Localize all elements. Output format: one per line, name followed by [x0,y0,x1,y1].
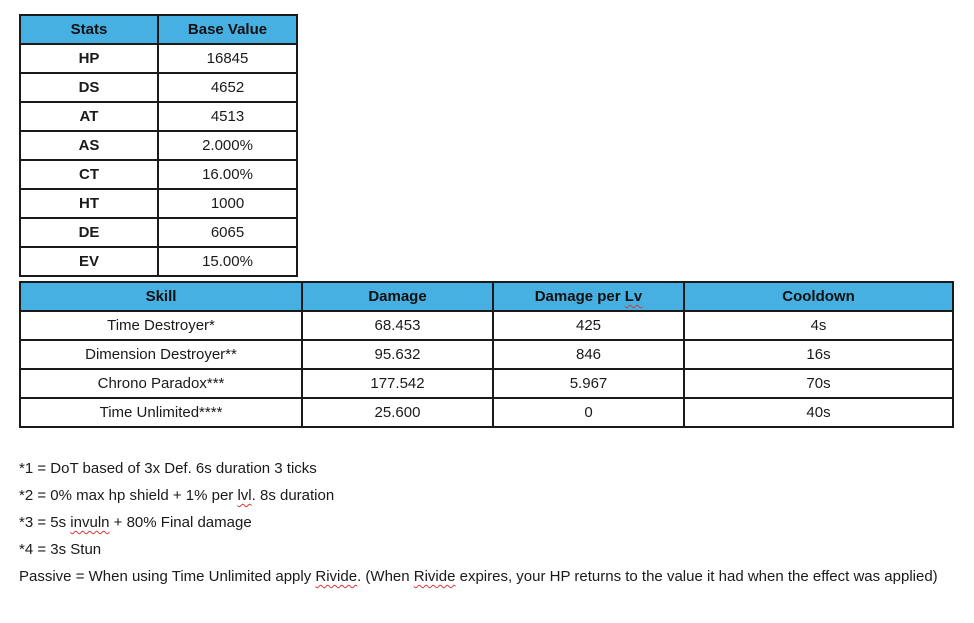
stats-header-base-value: Base Value [158,15,297,44]
skill-name: Chrono Paradox*** [20,369,302,398]
stat-value: 6065 [158,218,297,247]
stat-name: AS [20,131,158,160]
skill-damage: 177.542 [302,369,493,398]
spellcheck-word: invuln [70,514,110,531]
skill-cooldown: 70s [684,369,953,398]
table-row [20,369,953,398]
skills-header-damage-per-lv [493,282,684,311]
table-row [20,189,297,218]
spellcheck-word: Lv [624,288,643,305]
stats-header-stat: Stats [20,15,158,44]
table-row [20,218,297,247]
stat-name: DE [20,218,158,247]
skill-name: Time Unlimited**** [20,398,302,427]
skill-name: Time Destroyer* [20,311,302,340]
stat-value: 16845 [158,44,297,73]
stat-name: HP [20,44,158,73]
skill-damage: 95.632 [302,340,493,369]
skill-damage-per-lv: 425 [493,311,684,340]
skill-cooldown: 40s [684,398,953,427]
footnote-text: *2 = 0% max hp shield + 1% per [19,487,238,504]
spellcheck-word: lvl [237,487,252,504]
skill-cooldown: 16s [684,340,953,369]
table-row [20,131,297,160]
stat-name: HT [20,189,158,218]
passive-description [19,563,959,590]
stat-name: DS [20,73,158,102]
stat-name: EV [20,247,158,276]
skill-cooldown: 4s [684,311,953,340]
table-row [20,311,953,340]
stat-name: CT [20,160,158,189]
skill-damage: 25.600 [302,398,493,427]
spellcheck-word: Rivide [413,568,456,585]
stat-value: 15.00% [158,247,297,276]
skills-header-skill: Skill [20,282,302,311]
table-row [20,73,297,102]
footnote-4: *4 = 3s Stun [19,541,102,558]
footnote-text: . 8s duration [251,487,335,504]
skill-damage-per-lv: 5.967 [493,369,684,398]
skills-table [19,281,954,428]
table-row [20,398,953,427]
stat-value: 2.000% [158,131,297,160]
spellcheck-word: Rivide [315,568,358,585]
passive-text: expires, your HP returns to the value it had when the effect was applied) [455,568,938,585]
table-row [20,160,297,189]
footnote-2 [19,482,959,509]
stat-value: 4513 [158,102,297,131]
skills-header-cooldown: Cooldown [684,282,953,311]
footnote-text: *3 = 5s [19,514,71,531]
stat-value: 16.00% [158,160,297,189]
footnote-text: + 80% Final damage [109,514,252,531]
table-row [20,340,953,369]
passive-text: Passive = When using Time Unlimited apply [19,568,316,585]
table-row [20,44,297,73]
table-row [20,247,297,276]
stat-name: AT [20,102,158,131]
footnote-1: *1 = DoT based of 3x Def. 6s duration 3 ticks [19,460,317,477]
stat-value: 1000 [158,189,297,218]
table-row [20,102,297,131]
header-text: Damage per [534,288,625,305]
stat-value: 4652 [158,73,297,102]
footnote-3 [19,509,959,536]
stats-header-row [20,15,297,44]
stats-table [19,14,298,277]
skills-header-row [20,282,953,311]
skill-damage: 68.453 [302,311,493,340]
notes-section [19,455,959,590]
skill-damage-per-lv: 846 [493,340,684,369]
passive-text: . (When [357,568,414,585]
skill-damage-per-lv: 0 [493,398,684,427]
skill-name: Dimension Destroyer** [20,340,302,369]
skills-header-damage: Damage [302,282,493,311]
